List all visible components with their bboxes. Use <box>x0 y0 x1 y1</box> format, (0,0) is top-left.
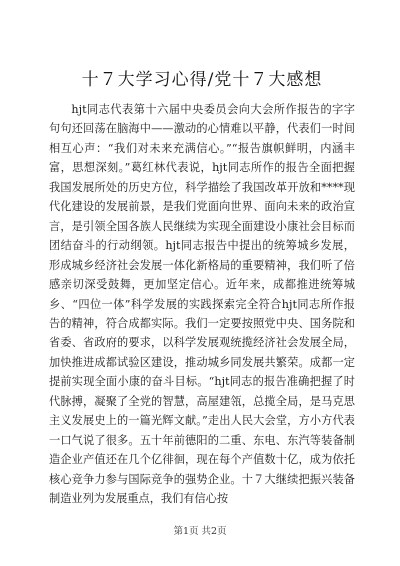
body-paragraph: hjt同志代表第十六届中央委员会向大会所作报告的字字句句还回荡在脑海中——激动的心情难以平静，代表们一时间相互心声：“我们对未来充满信心。”“报告旗帜鲜明，内涵丰富，思想深刻。”葛红林代表说，hjt同志所作的报告全面把握我国发展所处的历史方位，科学描绘了我国改革开放和****现代化建设的发展前景，是我们党面向世界、面向未来的政治宣言，是引领全国各族人民继续为实现全面建设小康社会目标而团结奋斗的行动纲领。hjt同志报告中提出的统筹城乡发展，形成城乡经济社会发展一体化新格局的重要精神，我们听了倍感亲切深受鼓舞，更加坚定信心。近年来，成都推进统筹城乡、“四位一体”科学发展的实践探索完全符合hjt同志所作报告的精神，符合成都实际。我们一定要按照党中央、国务院和省委、省政府的要求，以科学发展观统揽经济社会发展全局，加快推进成都试验区建设，推动城乡同发展共繁荣。成都一定提前实现全面小康的奋斗目标。“hjt同志的报告准确把握了时代脉搏，凝聚了全党的智慧，高屋建瓴，总揽全局，是马克思主义发展史上的一篇光辉文献。”走出人民大会堂，方小方代表一口气说了很多。五十年前德阳的二重、东电、东汽等装备制造企业产值还在几个亿徘徊，现在每个产值数十亿，成为依托核心竞争力参与国际竞争的强势企业。十７大继续把振兴装备制造业列为发展重点，我们有信心按 <box>49 103 355 506</box>
document-title: 十７大学习心得/党十７大感想 <box>81 70 323 90</box>
page-footer: 第1页 共2页 <box>173 526 227 537</box>
